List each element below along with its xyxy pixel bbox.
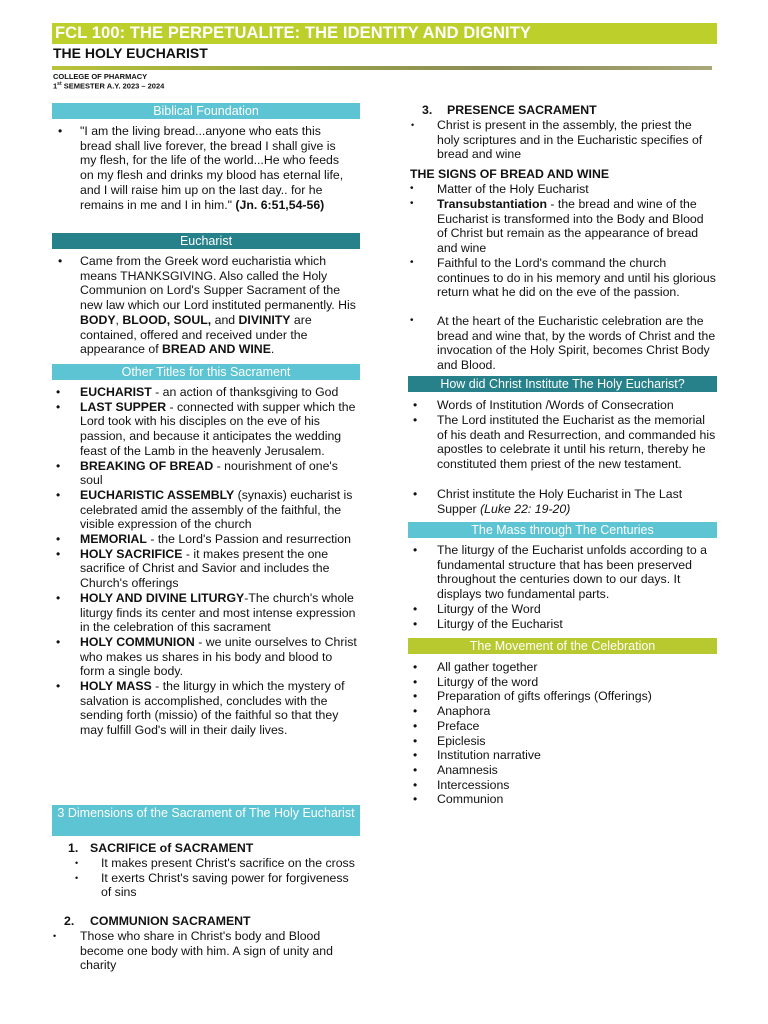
list-item: • It exerts Christ's saving power for forgiveness of sins: [75, 870, 349, 900]
other-titles-list: [56, 385, 358, 738]
bullet: •: [413, 704, 418, 719]
presence-number: 3.: [422, 103, 433, 117]
bullet: •: [56, 546, 61, 561]
bullet: •: [56, 385, 61, 399]
bullet: •: [411, 120, 415, 130]
bullet: •: [413, 792, 418, 807]
bullet: •: [413, 674, 418, 689]
bullet: •: [56, 458, 61, 473]
bullet: •: [413, 777, 418, 792]
document-subtitle: THE HOLY EUCHARIST: [53, 45, 208, 61]
bullet: •: [413, 689, 418, 704]
list-item: • MEMORIAL - the Lord's Passion and resurrection: [56, 532, 351, 547]
dimension-1-title: SACRIFICE of SACRAMENT: [90, 841, 254, 855]
college-label: COLLEGE OF PHARMACY: [53, 72, 148, 81]
bullet: •: [56, 532, 61, 547]
list-item: • Institution narrative: [413, 748, 541, 763]
dimension-2-list: [53, 929, 360, 973]
movement-list: [413, 660, 717, 807]
list-item: • Liturgy of the Word: [413, 601, 541, 616]
document-title: FCL 100: THE PERPETUALITE: THE IDENTITY AND DIGNITY: [55, 24, 532, 42]
list-item: • Epiclesis: [413, 733, 486, 748]
bullet: •: [413, 748, 418, 763]
list-item: • HOLY MASS - the liturgy in which the mystery of salvation is accomplished, concludes with the sending forth (missio) of the faithful so that they may fulfill God's will in their daily lives.: [56, 679, 345, 738]
list-item: • Liturgy of the word: [413, 674, 539, 689]
list-item: • Preparation of gifts offerings (Offerings): [413, 689, 652, 704]
bullet: •: [413, 543, 418, 557]
bullet: •: [413, 601, 418, 616]
bullet: •: [413, 616, 418, 631]
signs-title: THE SIGNS OF BREAD AND WINE: [410, 167, 610, 181]
section-header-institute: How did Christ Institute The Holy Eucharist?: [408, 376, 717, 392]
bullet: •: [56, 399, 61, 414]
bullet: •: [413, 718, 418, 733]
list-item: • Communion: [413, 792, 504, 807]
presence-list: [411, 118, 717, 162]
bullet: •: [56, 487, 61, 502]
list-item: • Anamnesis: [413, 762, 498, 777]
section-header-biblical: Biblical Foundation: [52, 103, 360, 119]
section-header-dimensions: 3 Dimensions of the Sacrament of The Holy Eucharist: [52, 805, 360, 836]
list-item: • BREAKING OF BREAD - nourishment of one's soul: [56, 458, 338, 488]
list-item: • It makes present Christ's sacrifice on the cross: [75, 856, 355, 870]
title-bar: [52, 23, 717, 44]
list-item: • HOLY SACRIFICE - it makes present the one sacrifice of Christ and Savior and includes the Church's offerings: [56, 546, 330, 591]
list-item: • EUCHARIST - an action of thanksgiving to God: [56, 385, 339, 399]
mass-list: [413, 543, 717, 631]
list-item: • Liturgy of the Eucharist: [413, 616, 563, 631]
section-header-other-titles: Other Titles for this Sacrament: [52, 364, 360, 380]
list-item: • The liturgy of the Eucharist unfolds according to a fundamental structure that has been preserved throughout the centuries down to our days. It displays two fundamental parts.: [413, 543, 707, 602]
bullet: •: [413, 762, 418, 777]
list-item: • EUCHARISTIC ASSEMBLY (synaxis) eucharist is celebrated amid the assembly of the faithful, the visible expression of the church: [56, 487, 353, 532]
presence-title: PRESENCE SACRAMENT: [447, 103, 597, 117]
section-header-mass: The Mass through The Centuries: [408, 522, 717, 538]
list-item: • HOLY COMMUNION - we unite ourselves to Christ who makes us shares in his body and blood to form a single body.: [56, 634, 357, 679]
bullet: •: [413, 733, 418, 748]
bullet: •: [75, 858, 79, 868]
list-item: • Those who share in Christ's body and Blood become one body with him. A sign of unity and charity: [53, 929, 333, 973]
list-item: • Christ is present in the assembly, the priest the holy scriptures and in the Eucharistic specifies of bread and wine: [411, 118, 703, 162]
bullet: •: [56, 679, 61, 694]
dimension-2-number: 2.: [64, 914, 75, 928]
bullet: •: [413, 660, 418, 674]
bullet: •: [75, 872, 79, 883]
bullet: •: [53, 931, 57, 941]
list-item: • Preface: [413, 718, 480, 733]
list-item: • All gather together: [413, 660, 538, 674]
bullet: •: [56, 590, 61, 605]
list-item: • HOLY AND DIVINE LITURGY-The church's whole liturgy finds its center and most intense expression in the celebration of this sacrament: [56, 590, 356, 635]
semester-label: 1st SEMESTER A.Y. 2023 – 2024: [53, 81, 165, 91]
dimension-2-title: COMMUNION SACRAMENT: [90, 914, 251, 928]
dimension-1-list: [75, 856, 356, 900]
dimension-1-number: 1.: [68, 841, 79, 855]
header-divider: [52, 66, 712, 70]
section-header-eucharist: Eucharist: [52, 233, 360, 249]
list-item: • Anaphora: [413, 704, 491, 719]
list-item: • Intercessions: [413, 777, 510, 792]
bullet: •: [56, 634, 61, 649]
section-header-movement: The Movement of the Celebration: [408, 638, 717, 654]
list-item: • LAST SUPPER - connected with supper which the Lord took with his disciples on the eve of his passion, and because it anticipates the wedding feast of the Lamb in the heavenly Jerusalem.: [56, 399, 356, 458]
